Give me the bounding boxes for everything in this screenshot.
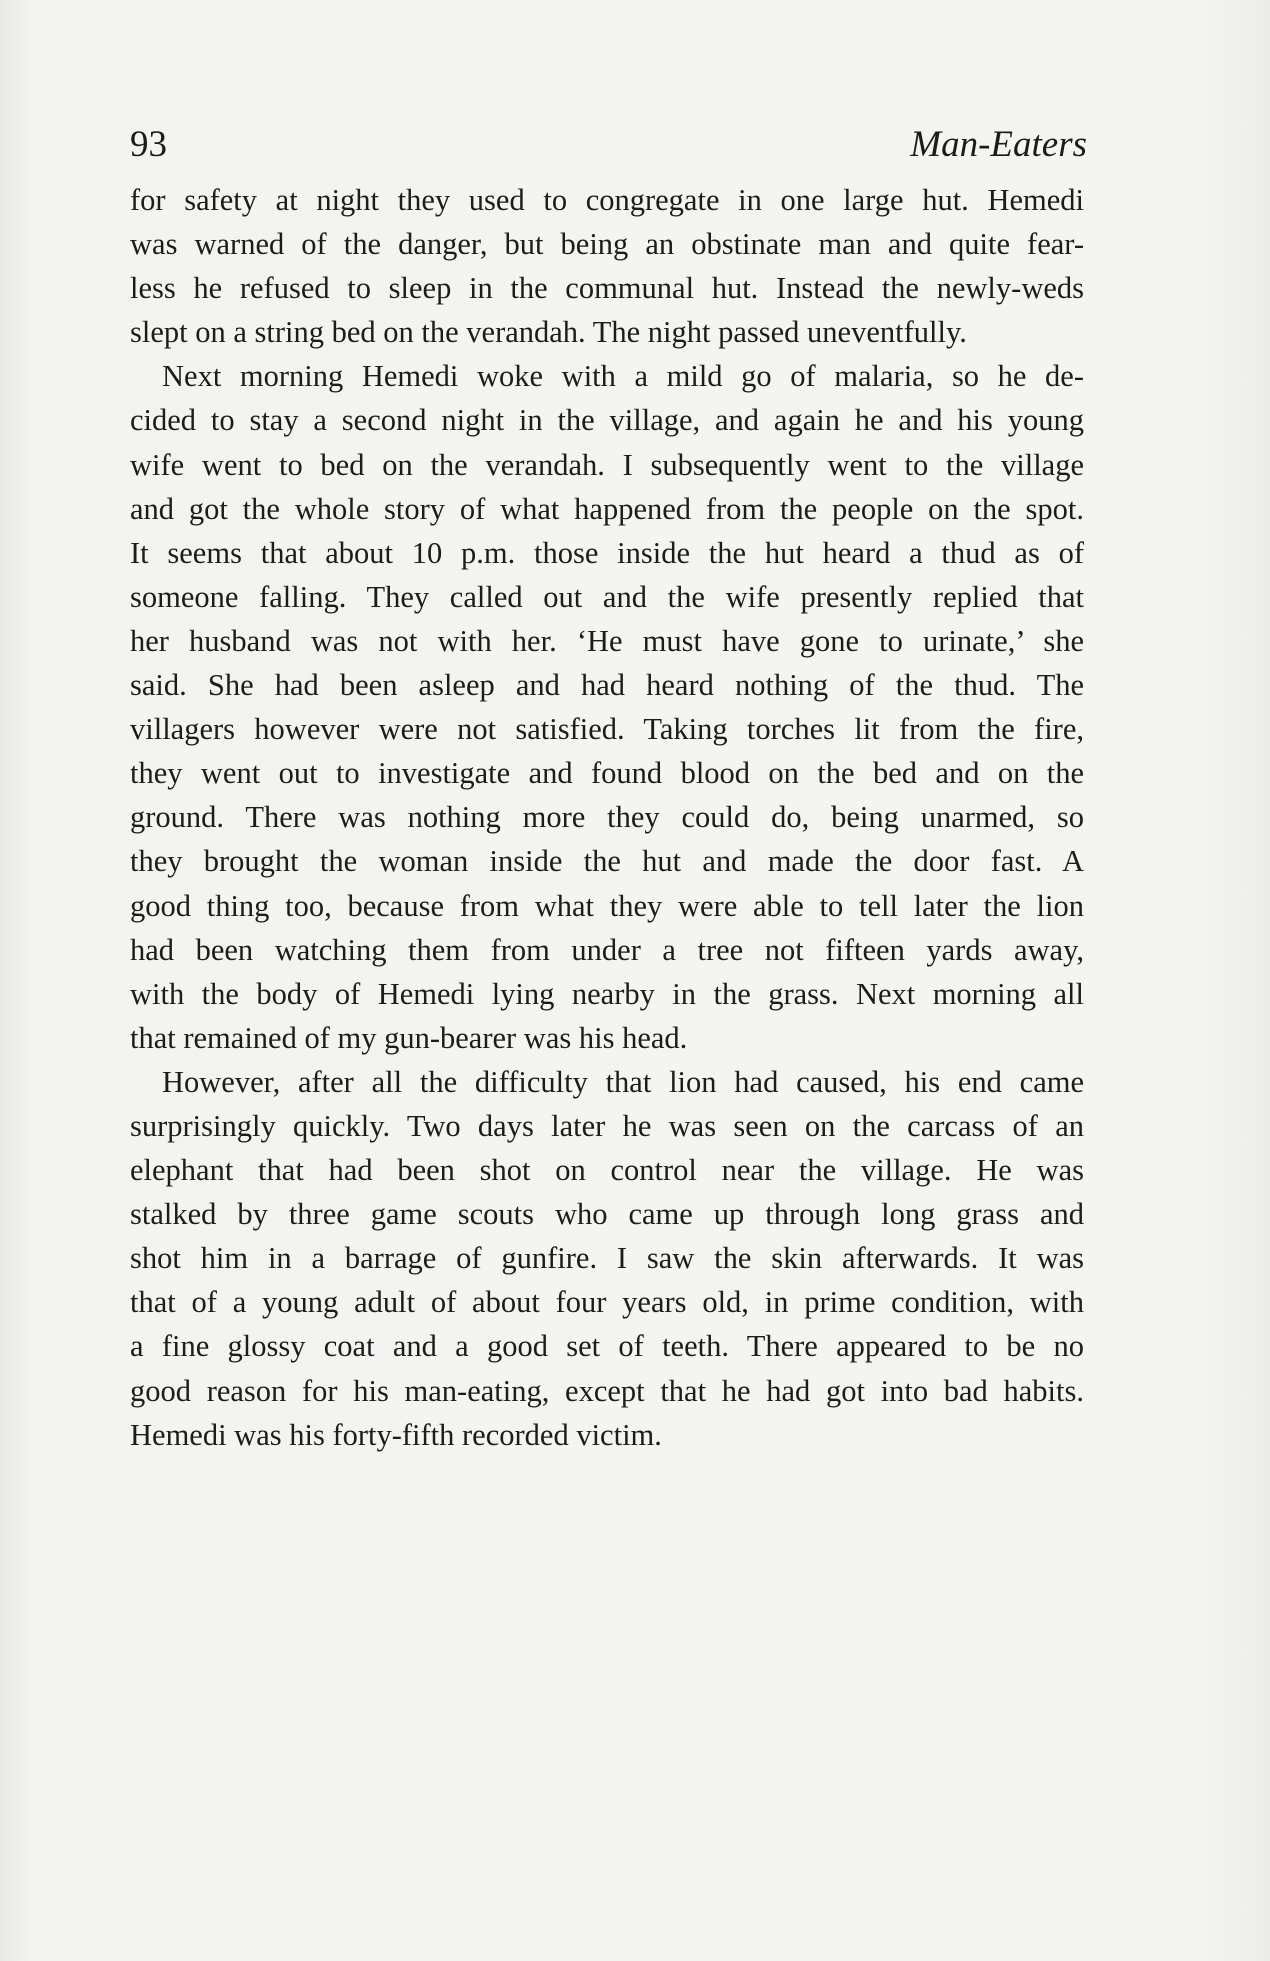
text-line: less he refused to sleep in the communal hut. Instead the newly-weds <box>130 271 1084 306</box>
text-line: elephant that had been shot on control near the village. He was <box>130 1153 1084 1188</box>
text-line: good thing too, because from what they were able to tell later the lion <box>130 888 1084 923</box>
text-line: good reason for his man-eating, except that he had got into bad habits. <box>130 1373 1084 1408</box>
text-line: they brought the woman inside the hut and made the door fast. A <box>130 844 1084 879</box>
paragraph <box>130 178 1084 354</box>
text-line: a fine glossy coat and a good set of teeth. There appeared to be no <box>130 1329 1084 1364</box>
running-head: Man-Eaters <box>910 124 1087 165</box>
text-line: shot him in a barrage of gunfire. I saw the skin afterwards. It was <box>130 1241 1084 1276</box>
text-line: However, after all the difficulty that lion had caused, his end came <box>162 1064 1084 1099</box>
text-line: ground. There was nothing more they could do, being unarmed, so <box>130 800 1084 835</box>
text-line: for safety at night they used to congregate in one large hut. Hemedi <box>130 183 1084 217</box>
text-line: surprisingly quickly. Two days later he was seen on the carcass of an <box>130 1108 1084 1143</box>
text-line: with the body of Hemedi lying nearby in the grass. Next morning all <box>130 976 1084 1011</box>
text-line: someone falling. They called out and the wife presently replied that <box>130 579 1084 614</box>
text-line: that of a young adult of about four years old, in prime condition, with <box>130 1285 1084 1320</box>
text-line: villagers however were not satisfied. Taking torches lit from the fire, <box>130 712 1084 747</box>
text-line: they went out to investigate and found blood on the bed and on the <box>130 756 1084 791</box>
text-line: said. She had been asleep and had heard nothing of the thud. The <box>130 668 1084 703</box>
text-line: her husband was not with her. ‘He must have gone to urinate,’ she <box>130 623 1084 658</box>
text-line: It seems that about 10 p.m. those inside the hut heard a thud as of <box>130 535 1084 570</box>
text-line: Hemedi was his forty-fifth recorded victim. <box>130 1417 662 1452</box>
text-line: that remained of my gun-bearer was his head. <box>130 1020 688 1055</box>
text-line: had been watching them from under a tree not fifteen yards away, <box>130 932 1084 967</box>
page-number: 93 <box>130 124 167 165</box>
body-text <box>130 178 1084 1457</box>
text-line: stalked by three game scouts who came up through long grass and <box>130 1197 1084 1232</box>
text-line: and got the whole story of what happened from the people on the spot. <box>130 491 1084 526</box>
text-line: slept on a string bed on the verandah. The night passed uneventfully. <box>130 315 967 350</box>
paragraph <box>130 354 1084 1060</box>
text-line: Next morning Hemedi woke with a mild go of malaria, so he de- <box>162 359 1084 394</box>
paragraph <box>130 1060 1084 1457</box>
text-line: wife went to bed on the verandah. I subsequently went to the village <box>130 447 1084 482</box>
text-line: cided to stay a second night in the village, and again he and his young <box>130 403 1084 438</box>
text-line: was warned of the danger, but being an obstinate man and quite fear- <box>130 227 1084 262</box>
